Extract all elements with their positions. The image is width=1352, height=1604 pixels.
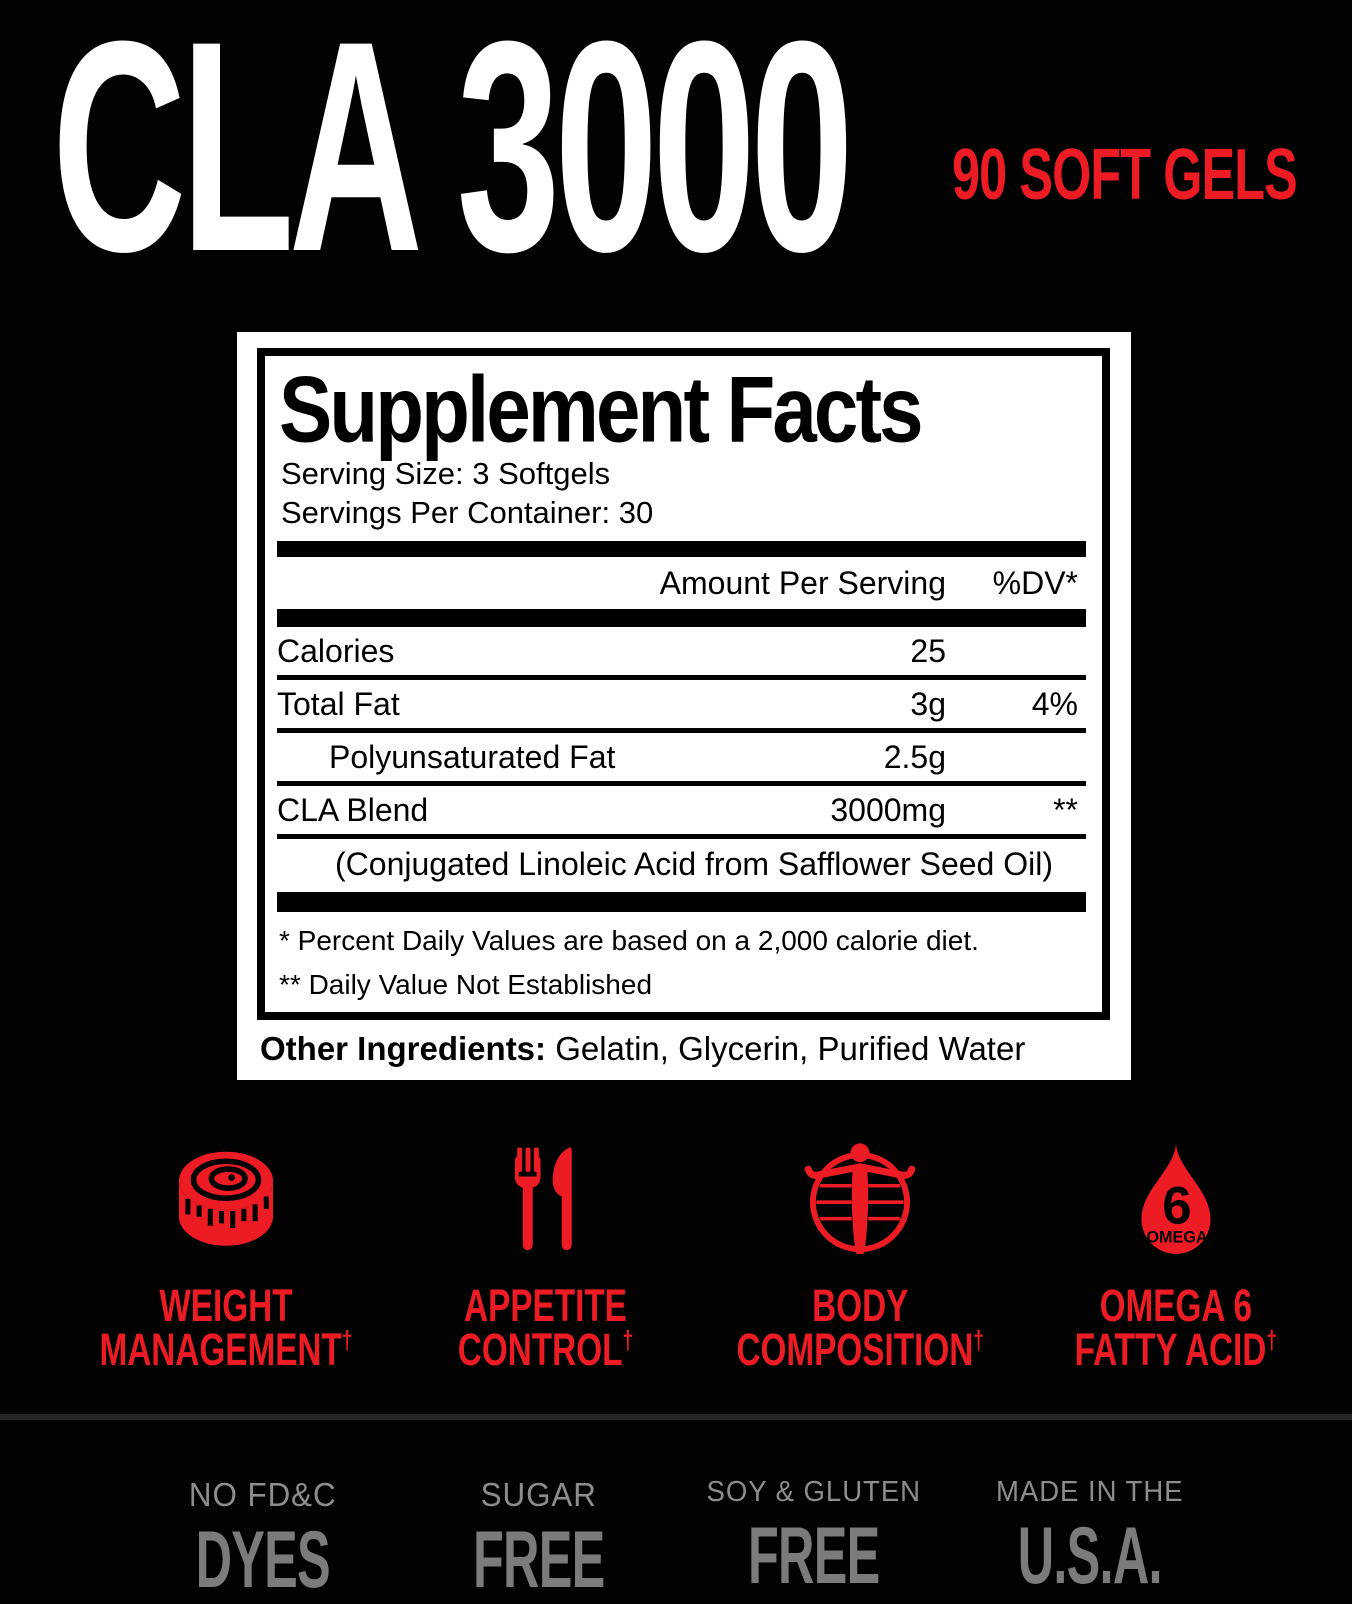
omega-drop-icon xyxy=(1135,1140,1217,1262)
benefit-label-line2: CONTROL† xyxy=(457,1323,633,1375)
table-row-calories xyxy=(277,627,1086,680)
nutrient-amount: 2.5g xyxy=(883,738,946,775)
benefit-label-line2: FATTY ACID† xyxy=(1074,1323,1278,1375)
other-ingredients xyxy=(257,1030,1110,1068)
cla-blend-note: (Conjugated Linoleic Acid from Safflower Seed Oil) xyxy=(335,845,1053,882)
benefit-omega-6 xyxy=(1028,1140,1324,1375)
badge-soy-gluten-free xyxy=(676,1475,952,1600)
nutrient-dv: ** xyxy=(1053,791,1078,828)
dagger-symbol: † xyxy=(1266,1324,1278,1355)
drop-label: OMEGA xyxy=(1146,1228,1208,1247)
supplement-facts-panel xyxy=(237,332,1131,1080)
benefit-label-line1: APPETITE xyxy=(463,1279,627,1331)
body-composition-icon xyxy=(801,1140,919,1262)
badge-top-text: SUGAR xyxy=(480,1475,597,1513)
nutrient-amount: 3000mg xyxy=(830,791,946,828)
badge-sugar-free xyxy=(401,1475,677,1604)
facts-title: Supplement Facts xyxy=(279,356,921,462)
dv-header: %DV* xyxy=(992,564,1078,601)
footnote-dv: * Percent Daily Values are based on a 2,000 calorie diet. xyxy=(279,924,979,956)
benefit-label xyxy=(1039,1279,1313,1375)
other-ingredients-label: Other Ingredients: xyxy=(260,1029,547,1067)
nutrient-amount: 25 xyxy=(910,632,946,669)
nutrient-amount: 3g xyxy=(910,685,946,722)
benefit-label-line1: OMEGA 6 xyxy=(1099,1279,1253,1331)
section-divider xyxy=(0,1414,1352,1420)
benefit-weight-management xyxy=(55,1140,397,1375)
badge-bottom-text: FREE xyxy=(747,1510,880,1600)
benefit-label-line1: BODY xyxy=(812,1279,909,1331)
benefit-label xyxy=(427,1279,664,1375)
benefit-label-line1: WEIGHT xyxy=(159,1279,293,1331)
benefit-appetite-control xyxy=(397,1140,693,1375)
badge-bottom-text: U.S.A. xyxy=(1017,1510,1162,1600)
badge-top-text: NO FD&C xyxy=(188,1475,337,1513)
nutrient-dv: 4% xyxy=(1031,685,1078,722)
nutrient-name: Total Fat xyxy=(277,685,400,722)
badge-no-dyes xyxy=(125,1475,401,1604)
dagger-symbol: † xyxy=(622,1324,633,1355)
facts-column-headers xyxy=(277,557,1086,609)
benefits-row xyxy=(0,1140,1352,1375)
fork-knife-icon xyxy=(506,1140,584,1262)
servings-per-container: Servings Per Container: 30 xyxy=(281,494,654,530)
divider-bar xyxy=(277,892,1086,912)
badge-bottom-text: DYES xyxy=(195,1514,330,1604)
nutrient-name: Polyunsaturated Fat xyxy=(329,738,616,775)
supplement-facts-box xyxy=(257,348,1110,1020)
nutrient-name: CLA Blend xyxy=(277,791,429,828)
badge-top-text: SOY & GLUTEN xyxy=(706,1475,922,1508)
tape-measure-icon xyxy=(170,1140,282,1262)
nutrient-name: Calories xyxy=(277,632,395,669)
badge-bottom-text: FREE xyxy=(472,1514,605,1604)
table-row-polyunsaturated-fat xyxy=(277,733,1086,786)
benefit-label-line2: COMPOSITION† xyxy=(736,1323,985,1375)
benefit-label xyxy=(55,1279,397,1375)
dagger-symbol: † xyxy=(973,1324,985,1355)
product-title: CLA 3000 xyxy=(52,0,849,315)
divider-bar xyxy=(277,541,1086,557)
softgel-count: 90 SOFT GELS xyxy=(952,132,1297,215)
benefit-label-line2: MANAGEMENT† xyxy=(99,1323,353,1375)
serving-size: Serving Size: 3 Softgels xyxy=(281,455,611,491)
footnote-not-established: ** Daily Value Not Established xyxy=(279,969,653,1001)
table-row-cla-blend xyxy=(277,786,1086,839)
divider-bar xyxy=(277,609,1086,627)
badge-top-text: MADE IN THE xyxy=(995,1475,1184,1508)
dagger-symbol: † xyxy=(341,1324,353,1355)
benefit-body-composition xyxy=(693,1140,1027,1375)
badge-made-in-usa xyxy=(952,1475,1228,1600)
drop-number: 6 xyxy=(1162,1176,1192,1236)
amount-per-serving-header: Amount Per Serving xyxy=(659,564,946,601)
badges-row xyxy=(0,1475,1352,1604)
table-row-total-fat xyxy=(277,680,1086,733)
header xyxy=(0,0,1352,332)
benefit-label xyxy=(693,1279,1027,1375)
other-ingredients-value: Gelatin, Glycerin, Purified Water xyxy=(546,1029,1026,1067)
